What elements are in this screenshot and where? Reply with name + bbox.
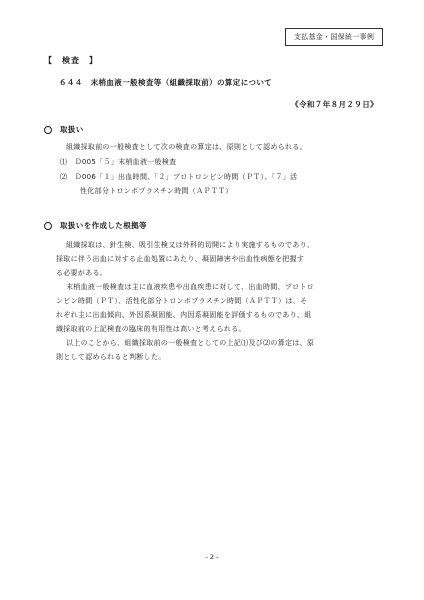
- list-item: ⑴ Ｄ005「５」末梢血液一般検査: [60, 158, 177, 166]
- header-label-box: 支払基金・国保統一事例: [285, 28, 383, 46]
- body-line: 組織採取は、針生検、吸引生検又は外科的切開により実施するものであり、: [66, 241, 315, 249]
- document-title: ６４４ 末梢血液一般検査等（組織採取前）の算定について: [59, 78, 273, 87]
- body-line: 組織採取前の一般検査として次の検査の算定は、原則として認められる。: [66, 143, 307, 151]
- body-line: 以上のことから、組織採取前の一般検査としての上記⑴及び⑵の算定は、原: [66, 339, 315, 347]
- page-number: - 2 -: [205, 553, 219, 561]
- body-line: 織採取前の上記検査の臨床的有用性は高いと考えられる。: [56, 325, 246, 333]
- section-heading-handling: [44, 124, 84, 135]
- section-heading-text: 取扱いを作成した根拠等: [60, 221, 147, 230]
- category-heading: 【 検査 】: [44, 56, 98, 65]
- circle-bullet-icon: [44, 126, 52, 134]
- body-line: ンビン時間（ＰＴ）、活性化部分トロンボプラスチン時間（ＡＰＴＴ）は、そ: [56, 297, 308, 305]
- body-line: る必要がある。: [56, 269, 108, 277]
- body-line: 採取に伴う出血に対する止血処置にあたり、凝固障害や出血性病態を把握す: [56, 255, 305, 263]
- body-line: 則として認められると判断した。: [56, 353, 166, 361]
- circle-bullet-icon: [44, 222, 52, 230]
- body-line: れぞれ主に出血傾向、外因系凝固能、内因系凝固能を評価するものであり、組: [56, 311, 312, 319]
- section-heading-text: 取扱い: [60, 125, 84, 134]
- list-item-continuation: 性化部分トロンボプラスチン時間（ＡＰＴＴ）: [80, 187, 233, 195]
- body-line: 末梢血液一般検査は主に血液疾患や出血疾患に対して、出血時間、プロトロ: [66, 283, 315, 291]
- document-date: 《令和７年８月２９日》: [291, 100, 378, 109]
- section-heading-rationale: [44, 220, 147, 231]
- list-item: ⑵ Ｄ006「１」出血時間、「２」プロトロンビン時間（ＰＴ）、「７」活: [60, 173, 298, 181]
